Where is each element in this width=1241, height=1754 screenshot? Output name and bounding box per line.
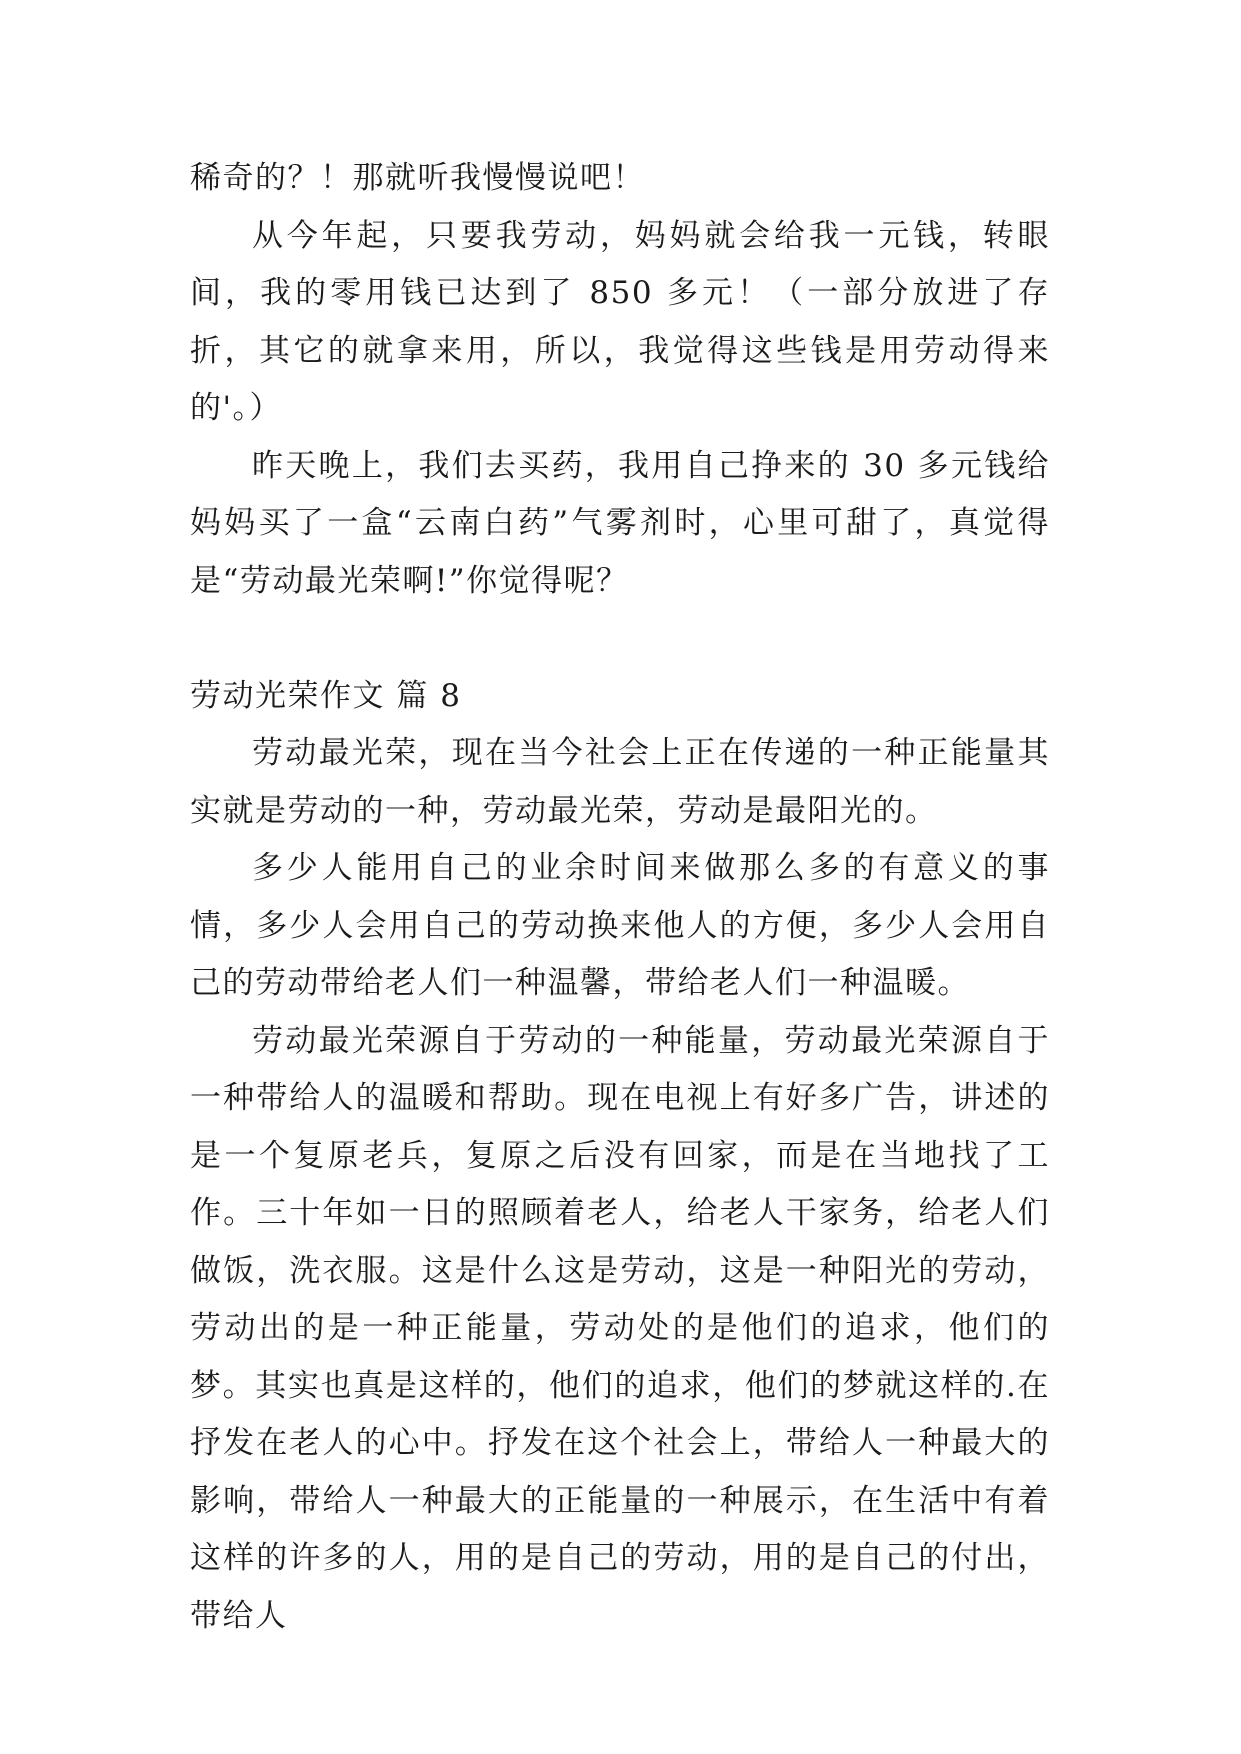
paragraph-spare-time: 多少人能用自己的业余时间来做那么多的有意义的事情，多少人会用自己的劳动换来他人的方便，多少人会用自己的劳动带给老人们一种温馨，带给老人们一种温暖。: [190, 850, 1050, 1001]
paragraph-labor-glory: 劳动最光荣，现在当今社会上正在传递的一种正能量其实就是劳动的一种，劳动最光荣，劳动是最阳光的。: [190, 735, 1050, 829]
paragraph-continuation: 稀奇的？！那就听我慢慢说吧！: [190, 160, 645, 196]
paragraph-spacer: [190, 610, 1050, 668]
section-heading: 劳动光荣作文 篇 8: [190, 677, 462, 714]
paragraph-pocket-money: 从今年起，只要我劳动，妈妈就会给我一元钱，转眼间，我的零用钱已达到了 850 多元！（一部分放进了存折，其它的就拿来用，所以，我觉得这些钱是用劳动得来的'。）: [190, 217, 1050, 426]
document-body: [190, 150, 1050, 1645]
paragraph-veteran-story: 劳动最光荣源自于劳动的一种能量，劳动最光荣源自于一种带给人的温暖和帮助。现在电视上有好多广告，讲述的是一个复原老兵，复原之后没有回家，而是在当地找了工作。三十年如一日的照顾着老人，给老人干家务，给老人们做饭，洗衣服。这是什么这是劳动，这是一种阳光的劳动，劳动出的是一种正能量，劳动处的是他们的追求，他们的梦。其实也真是这样的，他们的追求，他们的梦就这样的.在抒发在老人的心中。抒发在这个社会上，带给人一种最大的影响，带给人一种最大的正能量的一种展示，在生活中有着这样的许多的人，用的是自己的劳动，用的是自己的付出，带给人: [190, 1022, 1050, 1634]
paragraph-buying-medicine: 昨天晚上，我们去买药，我用自己挣来的 30 多元钱给妈妈买了一盒“云南白药”气雾剂时，心里可甜了，真觉得是“劳动最光荣啊!”你觉得呢？: [190, 447, 1050, 599]
